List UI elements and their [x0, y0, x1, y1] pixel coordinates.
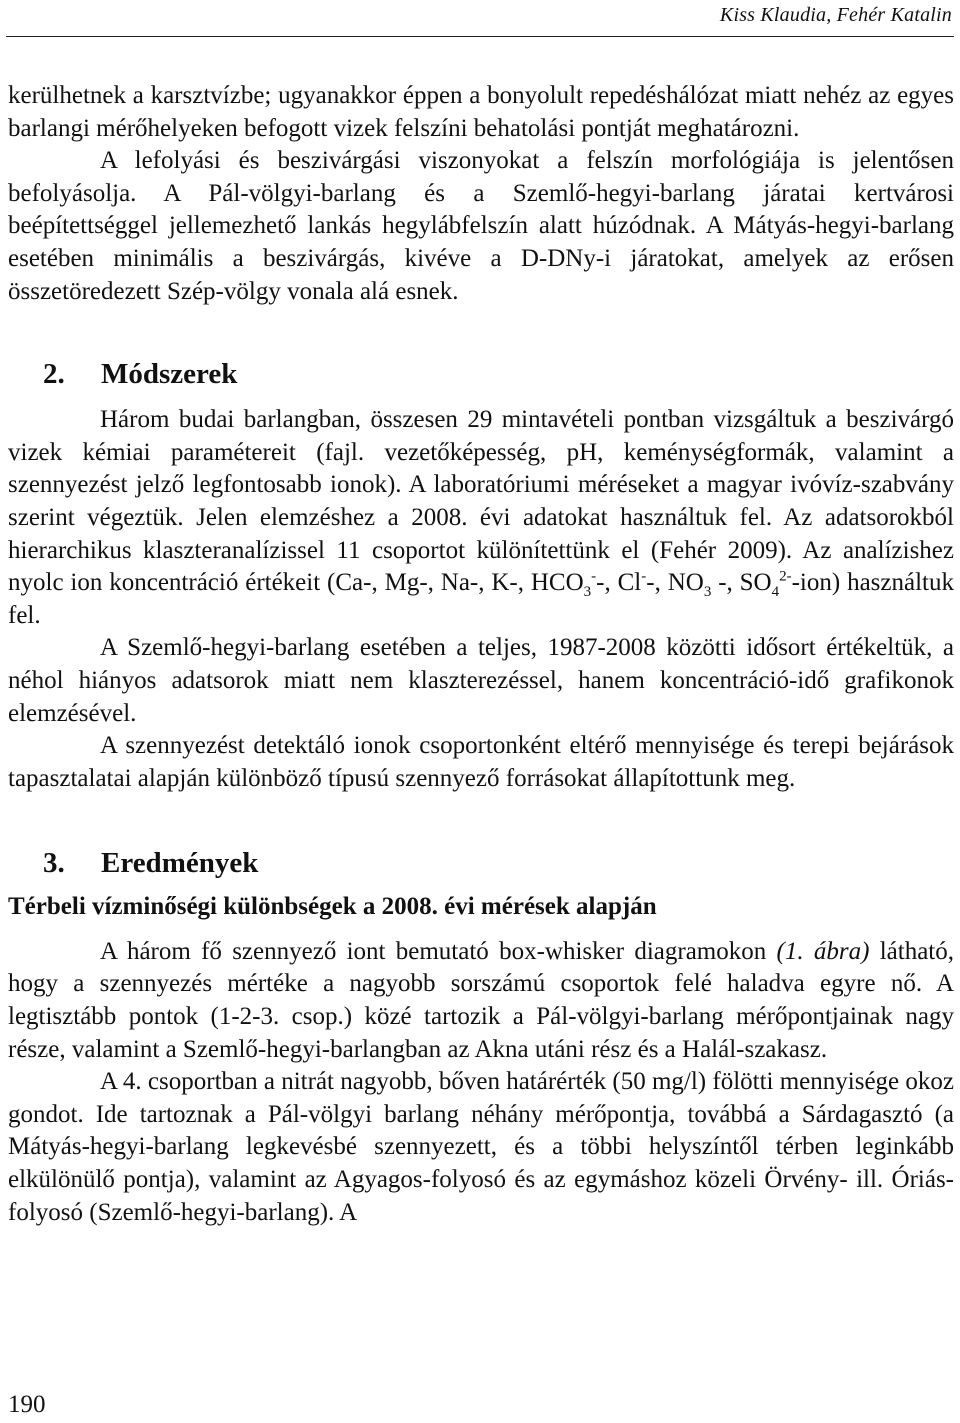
- methods-paragraph-2: A Szemlő-hegyi-barlang esetében a teljes, 1987-2008 közötti idősort értékeltük, a néhol hiányos adatsorok miatt nem klaszterezéssel, hanem koncentráció-idő grafikonok elemzésével.: [8, 634, 954, 727]
- subsection-heading: Térbeli vízminőségi különbségek a 2008. évi mérések alapján: [8, 893, 657, 921]
- methods-paragraph-3: A szennyezést detektáló ionok csoportonként eltérő mennyisége és terepi bejárások tapasztalatai alapján különböző típusú szennyező forrásokat állapítottunk meg.: [8, 732, 954, 792]
- methods-paragraph-1: [8, 404, 954, 632]
- superscript: 2-: [779, 568, 792, 585]
- text-run: -, Cl: [596, 569, 642, 597]
- text-run: -ion) használtuk fel.: [8, 569, 954, 629]
- section-number: 3.: [43, 847, 65, 880]
- text-run: Három budai barlangban, összesen 29 mintavételi pontban vizsgáltuk a beszivárgó vizek kémiai paramétereit (fajl. vezetőképesség, pH, keménységformák, valamint a szennyezést jelző legfontosabb ionok). A laboratóriumi méréseket a magyar ivóvíz-szabvány szerint végeztük. Jelen elemzéshez a 2008. évi adatokat használtuk fel. Az adatsorokból hierarchikus klaszteranalízissel 11 csoportot különítettünk el (Fehér 2009). Az analízishez nyolc ion koncentráció értékeit (Ca-, Mg-, Na-, K-, HCO: [8, 406, 954, 597]
- text-run: látható, hogy a szennyezés mértéke a nagyobb sorszámú csoportok felé haladva egyre nő. A legtisztább pontok (1-2-3. csop.) közé tartozik a Pál-völgyi-barlang mérőpontjainak nagy része, valamint a Szemlő-hegyi-barlangban az Akna utáni rész és a Halál-szakasz.: [8, 937, 954, 1063]
- section-title: Módszerek: [101, 358, 238, 391]
- subscript: 3: [703, 584, 712, 601]
- results-paragraph-1: [8, 936, 954, 1066]
- page-number: 190: [8, 1391, 46, 1418]
- subscript: 4: [771, 584, 780, 601]
- subscript: 3: [583, 584, 592, 601]
- intro-paragraph-1: kerülhetnek a karsztvízbe; ugyanakkor éppen a bonyolult repedéshálózat miatt nehéz az egyes barlangi mérőhelyeken befogott vizek felszíni behatolási pontját meghatározni.: [8, 82, 954, 142]
- figure-reference: (1. ábra): [776, 937, 870, 965]
- section-heading-methods: [8, 356, 954, 392]
- page-body: [8, 80, 954, 1229]
- section-heading-results: [8, 845, 954, 881]
- intro-paragraph-2: A lefolyási és beszivárgási viszonyokat a felszín morfológiája is jelentősen befolyásolja. A Pál-völgyi-barlang és a Szemlő-hegyi-barlang járatai kertvárosi beépítettséggel jellemezhető lankás hegylábfelszín alatt húzódnak. A Mátyás-hegyi-barlang esetében minimális a beszivárgás, kivéve a D-DNy-i járatokat, amelyek az erősen összetöredezett Szép-völgy vonala alá esnek.: [8, 147, 954, 305]
- section-number: 2.: [43, 358, 65, 391]
- text-run: -, SO: [711, 569, 772, 597]
- section-title: Eredmények: [101, 847, 259, 880]
- header-rule: [6, 36, 954, 37]
- running-header: Kiss Klaudia, Fehér Katalin: [719, 4, 952, 26]
- text-run: A három fő szennyező iont bemutató box-whisker diagramokon: [100, 937, 777, 965]
- superscript: -: [591, 568, 597, 585]
- text-run: -, NO: [646, 569, 704, 597]
- superscript: -: [641, 568, 647, 585]
- results-paragraph-2: A 4. csoportban a nitrát nagyobb, bőven határérték (50 mg/l) fölötti mennyisége okoz gondot. Ide tartoznak a Pál-völgyi barlang néhány mérőpontja, továbbá a Sárdagasztó (a Mátyás-hegyi-barlang legkevésbé szennyezett, és a többi helyszíntől térben leginkább elkülönülő pontja), valamint az Agyagos-folyosó és az egymáshoz közeli Örvény- ill. Óriás-folyosó (Szemlő-hegyi-barlang). A: [8, 1068, 954, 1226]
